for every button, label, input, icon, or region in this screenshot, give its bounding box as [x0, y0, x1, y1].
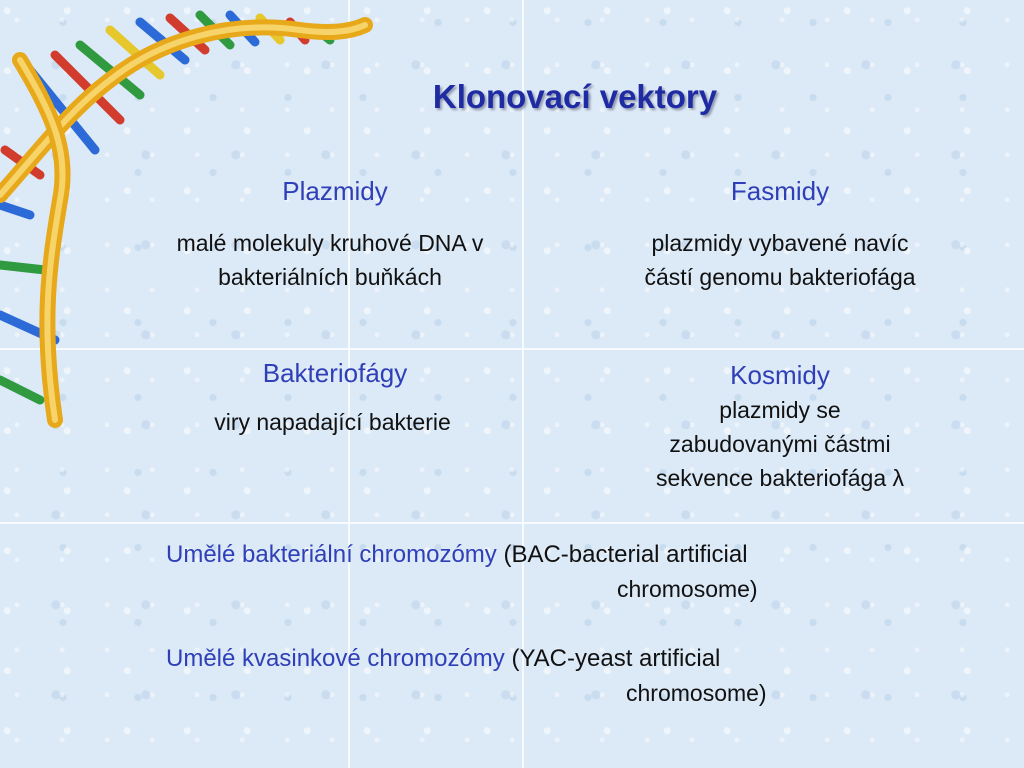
bac-detail: (BAC-bacterial artificial [503, 541, 748, 568]
yac-detail: (YAC-yeast artificial [511, 645, 721, 672]
slide-title: Klonovací vektory [432, 78, 718, 115]
bac-detail-continued: chromosome) [617, 576, 758, 602]
grid-line [0, 522, 1024, 524]
yac-detail-continued: chromosome) [626, 680, 767, 706]
fasmidy-description [590, 226, 970, 294]
bac-name: Umělé bakteriální chromozómy [166, 541, 497, 568]
desc-line: částí genomu bakteriofága [644, 264, 916, 290]
plazmidy-description [120, 226, 540, 294]
desc-line: zabudovanými částmi [669, 431, 891, 457]
bakteriofagy-heading: Bakteriofágy [262, 358, 408, 388]
fasmidy-heading: Fasmidy [730, 176, 830, 206]
kosmidy-description [600, 393, 960, 495]
yac-line [166, 645, 720, 673]
bakteriofagy-description [160, 405, 505, 439]
desc-line: viry napadající bakterie [214, 409, 451, 435]
kosmidy-heading: Kosmidy [730, 360, 830, 390]
yac-name: Umělé kvasinkové chromozómy [166, 645, 505, 672]
plazmidy-heading: Plazmidy [282, 176, 388, 206]
bac-line [166, 541, 748, 569]
desc-line: malé molekuly kruhové DNA v [176, 230, 484, 256]
desc-line: sekvence bakteriofága λ [655, 465, 905, 491]
desc-line: plazmidy vybavené navíc [651, 230, 909, 256]
desc-line: bakteriálních buňkách [218, 264, 442, 290]
desc-line: plazmidy se [719, 397, 841, 423]
